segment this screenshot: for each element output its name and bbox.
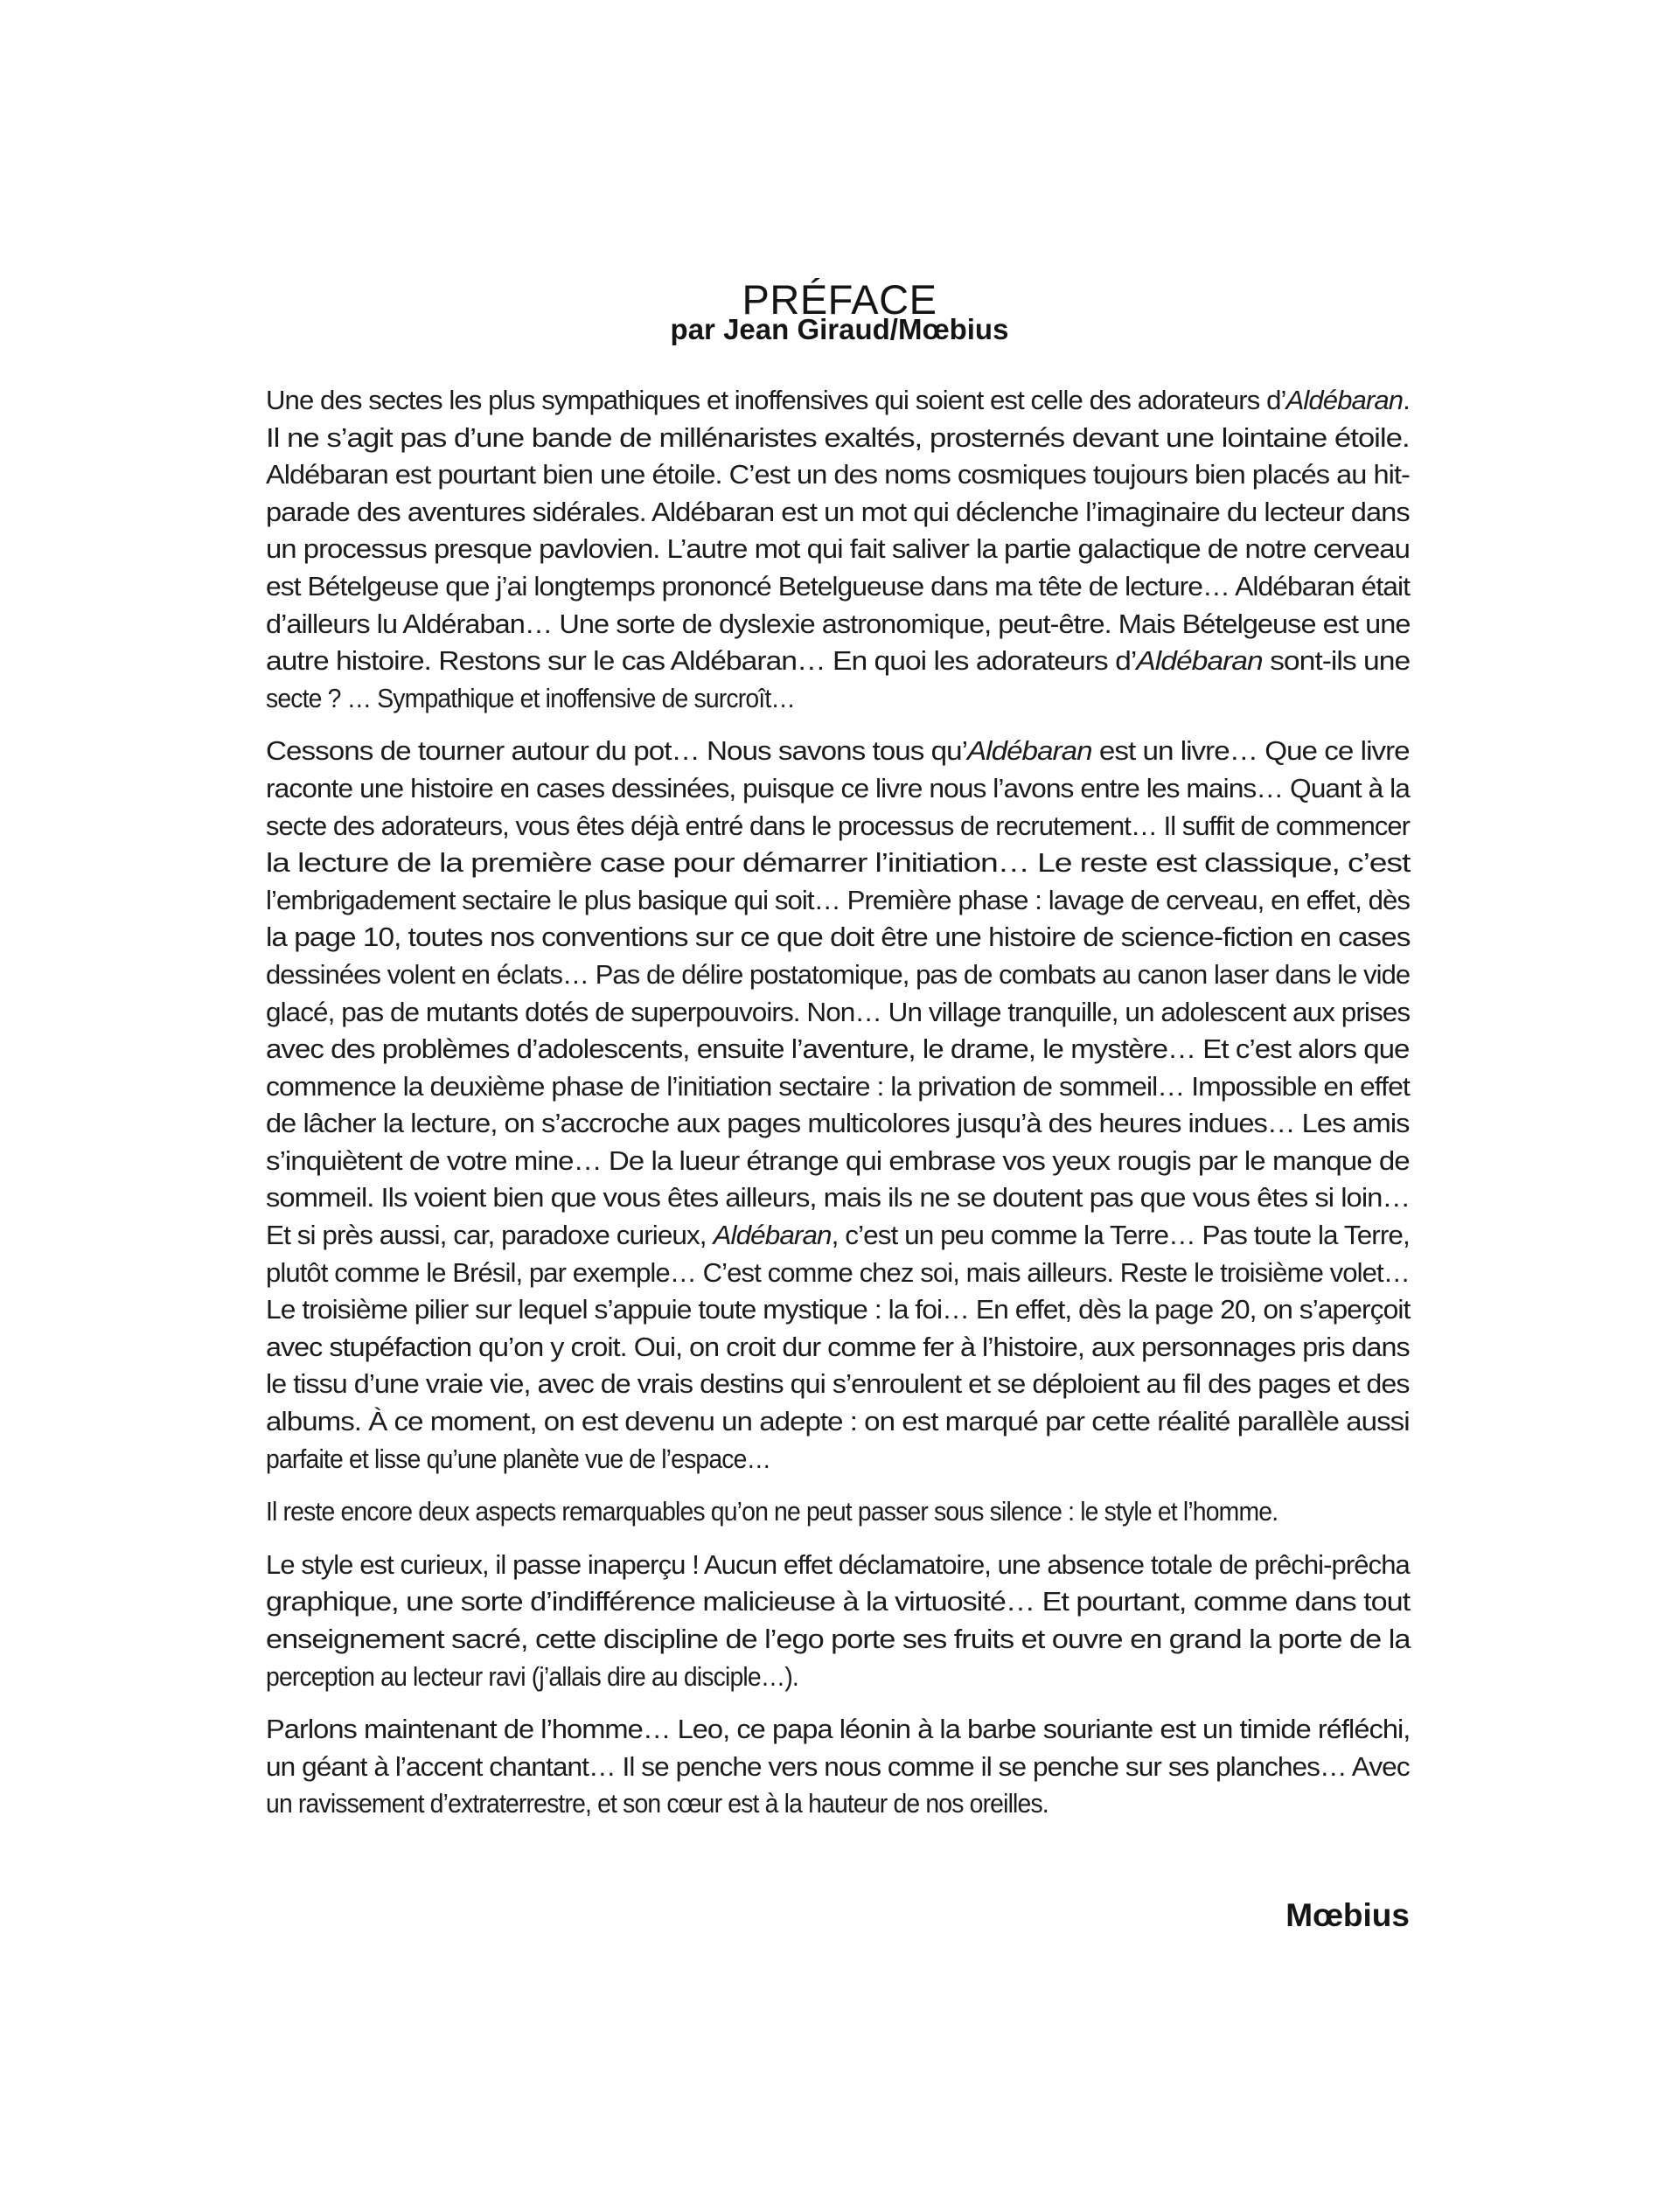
text-run: dessinées volent en éclats… Pas de délire postatomique, pas de combats au canon laser dans le vide	[266, 959, 1411, 990]
paragraph-gap	[266, 717, 1410, 733]
text-line	[266, 420, 1410, 457]
text-run: s’inquiètent de votre mine… De la lueur étrange qui embrase vos yeux rougis par le manque de	[266, 1145, 1410, 1176]
text-run: l’embrigadement sectaire le plus basique qui soit… Première phase : lavage de cerveau, en effet, dès	[266, 885, 1411, 915]
text-line	[266, 1659, 798, 1696]
text-line	[266, 1493, 1278, 1531]
text-run: enseignement sacré, cette discipline de l’ego porte ses fruits et ouvre en grand la porte de la	[266, 1624, 1411, 1654]
preface-body	[266, 382, 1410, 1823]
text-run: Le troisième pilier sur lequel s’appuie toute mystique : la foi… En effet, dès la page 20, on s’aperçoit	[266, 1295, 1411, 1325]
text-run: perception au lecteur ravi (j’allais dire au disciple…).	[266, 1661, 798, 1692]
paragraph-gap	[266, 1478, 1410, 1493]
text-line	[266, 1366, 1410, 1403]
text-run: le tissu d’une vraie vie, avec de vrais destins qui s’enroulent et se déploient au fil des pages et des	[266, 1369, 1410, 1400]
text-line	[266, 1749, 1410, 1786]
text-line	[266, 733, 1410, 770]
text-line	[266, 680, 795, 718]
text-run: sommeil. Ils voient bien que vous êtes ailleurs, mais ils ne se doutent pas que vous êtes si loin…	[266, 1183, 1411, 1214]
italic-title: Aldébaran	[1136, 646, 1263, 677]
text-run: un ravissement d’extraterrestre, et son cœur est à la hauteur de nos oreilles.	[266, 1789, 1049, 1819]
text-run: Et si près aussi, car, paradoxe curieux,	[266, 1221, 714, 1251]
text-run: Aldébaran est pourtant bien une étoile. C’est un des noms cosmiques toujours bien placés au hit-	[266, 460, 1410, 490]
text-line	[266, 882, 1410, 920]
text-line	[266, 568, 1410, 606]
page-subtitle-author: par Jean Giraud/Mœbius	[670, 313, 1009, 345]
text-line	[266, 531, 1410, 568]
text-run: autre histoire. Restons sur le cas Aldébaran… En quoi les adorateurs d’	[266, 646, 1137, 677]
text-run: Cessons de tourner autour du pot… Nous savons tous qu’	[266, 736, 967, 767]
text-run: avec stupéfaction qu’on y croit. Oui, on croit dur comme fer à l’histoire, aux personnages pris dans	[266, 1332, 1410, 1362]
text-line	[266, 643, 1410, 680]
text-line	[266, 845, 1410, 882]
text-line	[266, 382, 1410, 420]
text-run: Une des sectes les plus sympathiques et inoffensives qui soient est celle des adorateurs d’	[266, 386, 1286, 415]
text-run: Le style est curieux, il passe inaperçu ! Aucun effet déclamatoire, une absence totale de prêchi-prêcha	[266, 1549, 1410, 1580]
text-run: raconte une histoire en cases dessinées, puisque ce livre nous l’avons entre les mains… Quant à la	[266, 773, 1410, 803]
signature: Mœbius	[1285, 1897, 1410, 1933]
text-run: albums. À ce moment, on est devenu un adepte : on est marqué par cette réalité parallèle aussi	[266, 1407, 1410, 1437]
text-run: sont-ils une	[1262, 646, 1411, 677]
paragraph	[266, 1711, 1410, 1823]
text-line	[266, 808, 1410, 845]
text-line	[266, 1105, 1409, 1143]
paragraph-gap	[266, 1531, 1410, 1547]
text-run: glacé, pas de mutants dotés de superpouvoirs. Non… Un village tranquille, un adolescent aux prises	[266, 997, 1411, 1027]
text-line	[266, 994, 1410, 1032]
text-run: la lecture de la première case pour démarrer l’initiation… Le reste est classique, c’est	[266, 848, 1411, 879]
text-run: est Bételgeuse que j’ai longtemps prononcé Betelgueuse dans ma tête de lecture… Aldébaran était	[266, 571, 1410, 602]
text-run: parfaite et lisse qu’une planète vue de l’espace…	[266, 1443, 771, 1474]
text-line	[266, 1255, 1410, 1292]
text-line	[266, 919, 1410, 956]
text-line	[266, 1143, 1410, 1180]
text-line	[266, 1547, 1410, 1584]
text-line	[266, 494, 1410, 532]
text-run: Parlons maintenant de l’homme… Leo, ce papa léonin à la barbe souriante est un timide réfléchi,	[266, 1715, 1411, 1745]
text-line	[266, 1711, 1410, 1749]
text-run: Il reste encore deux aspects remarquables qu’on ne peut passer sous silence : le style et l’homme.	[266, 1497, 1278, 1527]
text-run: la page 10, toutes nos conventions sur ce que doit être une histoire de science-fiction en cases	[266, 922, 1411, 953]
text-run: un géant à l’accent chantant… Il se penche vers nous comme il se penche sur ses planches… Avec	[266, 1751, 1410, 1782]
text-run: .	[1403, 386, 1410, 415]
text-run: un processus presque pavlovien. L’autre mot qui fait saliver la partie galactique de notre cerveau	[266, 534, 1410, 565]
text-line	[266, 956, 1410, 994]
text-run: commence la deuxième phase de l’initiation sectaire : la privation de sommeil… Impossible en effet	[266, 1071, 1410, 1102]
text-line	[266, 1068, 1410, 1106]
text-run: parade des aventures sidérales. Aldébaran est un mot qui déclenche l’imaginaire du lecteur dans	[266, 497, 1410, 527]
text-run: plutôt comme le Brésil, par exemple… C’est comme chez soi, mais ailleurs. Reste le troisième volet…	[266, 1257, 1410, 1288]
paragraph	[266, 733, 1410, 1478]
text-line	[266, 1291, 1410, 1329]
text-line	[266, 770, 1410, 808]
text-run: secte ? … Sympathique et inoffensive de surcroît…	[266, 683, 795, 713]
text-line	[266, 1031, 1409, 1068]
paragraph	[266, 1493, 1410, 1531]
italic-title: Aldébaran	[966, 736, 1092, 767]
text-run: Il ne s’agit pas d’une bande de millénaristes exaltés, prosternés devant une lointaine étoile.	[266, 422, 1410, 453]
italic-title: Aldébaran	[713, 1221, 832, 1251]
text-line	[266, 456, 1410, 494]
text-line	[266, 1583, 1410, 1621]
text-line	[266, 1441, 770, 1478]
text-line	[266, 606, 1410, 643]
text-run: graphique, une sorte d’indifférence malicieuse à la virtuosité… Et pourtant, comme dans tout	[266, 1587, 1411, 1617]
text-run: de lâcher la lecture, on s’accroche aux pages multicolores jusqu’à des heures indues… Les amis	[266, 1109, 1410, 1139]
text-line	[266, 1179, 1410, 1217]
paragraph	[266, 1547, 1410, 1695]
paragraph	[266, 382, 1410, 717]
paragraph-gap	[266, 1695, 1410, 1711]
text-run: avec des problèmes d’adolescents, ensuite l’aventure, le drame, le mystère… Et c’est alors que	[266, 1034, 1410, 1065]
text-run: d’ailleurs lu Aldéraban… Une sorte de dyslexie astronomique, peut-être. Mais Bételgeuse est une	[266, 609, 1411, 639]
italic-title: Aldébaran	[1285, 386, 1404, 415]
text-line	[266, 1621, 1410, 1659]
text-line	[266, 1403, 1410, 1441]
text-run: est un livre… Que ce livre	[1091, 736, 1410, 767]
text-run: secte des adorateurs, vous êtes déjà entré dans le processus de recrutement… Il suffit de commencer	[266, 810, 1411, 841]
text-line	[266, 1329, 1410, 1367]
text-line	[266, 1785, 1049, 1823]
text-line	[266, 1217, 1410, 1255]
page-title: PRÉFACE	[742, 276, 937, 323]
text-run: , c’est un peu comme la Terre… Pas toute la Terre,	[831, 1221, 1410, 1251]
